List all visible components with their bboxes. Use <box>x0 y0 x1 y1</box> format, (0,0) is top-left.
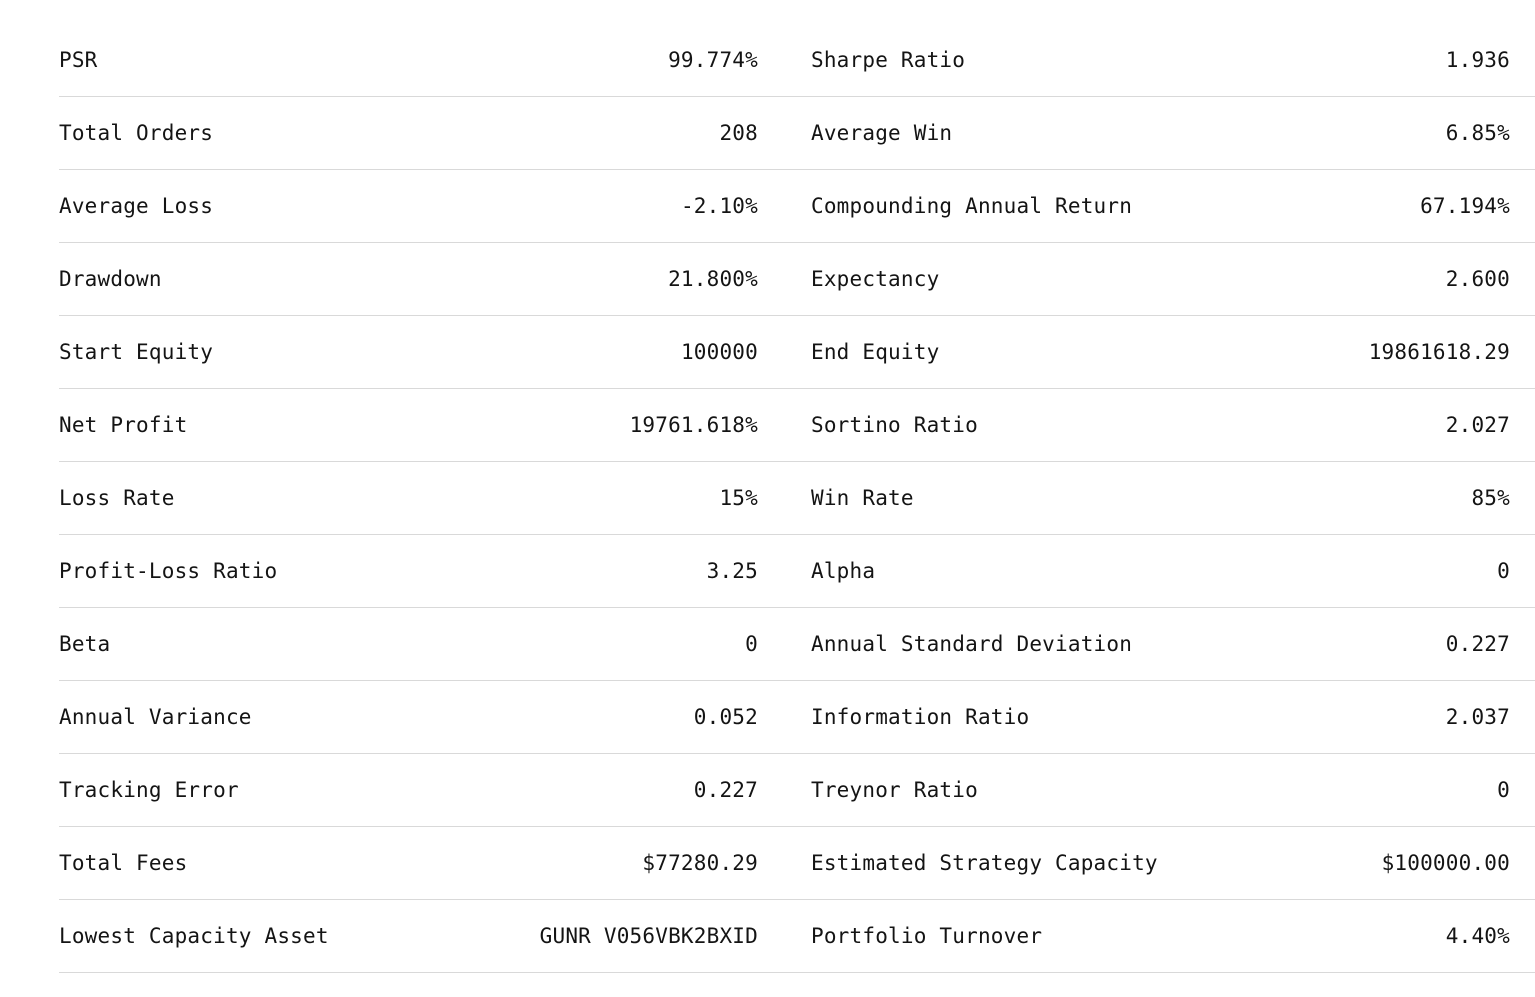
stat-label: Drawdown <box>59 267 162 291</box>
stat-lowest-capacity-asset <box>59 900 758 972</box>
stat-label: Sortino Ratio <box>811 413 978 437</box>
stat-value: $77280.29 <box>642 851 758 875</box>
stat-label: Information Ratio <box>811 705 1030 729</box>
stat-label: Alpha <box>811 559 876 583</box>
stat-expectancy <box>811 243 1510 315</box>
stat-value: 1.936 <box>1445 48 1510 72</box>
stat-label: Start Equity <box>59 340 214 364</box>
stat-value: 0 <box>745 632 758 656</box>
stat-value: 0 <box>1497 559 1510 583</box>
stat-label: PSR <box>59 48 98 72</box>
stat-value: 2.037 <box>1445 705 1510 729</box>
stat-label: Profit-Loss Ratio <box>59 559 278 583</box>
stat-profit-loss-ratio <box>59 535 758 607</box>
stat-value: -2.10% <box>680 194 758 218</box>
stat-label: Sharpe Ratio <box>811 48 966 72</box>
stat-value: 0.227 <box>1445 632 1510 656</box>
stat-net-profit <box>59 389 758 461</box>
stat-value: 6.85% <box>1445 121 1510 145</box>
stat-row-average-loss <box>59 170 1535 243</box>
stat-label: Total Orders <box>59 121 214 145</box>
stat-value: 2.600 <box>1445 267 1510 291</box>
stat-total-orders <box>59 97 758 169</box>
stat-label: Loss Rate <box>59 486 175 510</box>
stat-alpha <box>811 535 1510 607</box>
stat-average-loss <box>59 170 758 242</box>
stat-label: End Equity <box>811 340 940 364</box>
stat-label: Compounding Annual Return <box>811 194 1133 218</box>
stat-value: 99.774% <box>668 48 758 72</box>
stat-value: 0.052 <box>693 705 758 729</box>
stat-total-fees <box>59 827 758 899</box>
stat-drawdown <box>59 243 758 315</box>
stat-value: 85% <box>1471 486 1510 510</box>
stat-row-net-profit <box>59 389 1535 462</box>
stat-value: 0 <box>1497 778 1510 802</box>
stat-information-ratio <box>811 681 1510 753</box>
stat-estimated-strategy-capacity <box>811 827 1510 899</box>
stat-value: 208 <box>719 121 758 145</box>
stat-label: Average Win <box>811 121 953 145</box>
stat-value: 4.40% <box>1445 924 1510 948</box>
stat-label: Beta <box>59 632 111 656</box>
stat-annual-variance <box>59 681 758 753</box>
stat-value: GUNR V056VBK2BXID <box>539 924 758 948</box>
stat-psr <box>59 24 758 96</box>
stat-label: Estimated Strategy Capacity <box>811 851 1158 875</box>
stat-label: Net Profit <box>59 413 188 437</box>
stat-value: 2.027 <box>1445 413 1510 437</box>
stat-label: Tracking Error <box>59 778 239 802</box>
stat-row-total-fees <box>59 827 1535 900</box>
stat-loss-rate <box>59 462 758 534</box>
stat-row-start-equity <box>59 316 1535 389</box>
stat-value: 15% <box>719 486 758 510</box>
statistics-table <box>59 24 1535 973</box>
stat-value: 21.800% <box>668 267 758 291</box>
stat-row-psr <box>59 24 1535 97</box>
stat-row-beta <box>59 608 1535 681</box>
stat-value: 3.25 <box>706 559 758 583</box>
stat-label: Win Rate <box>811 486 914 510</box>
stat-win-rate <box>811 462 1510 534</box>
stat-sharpe-ratio <box>811 24 1510 96</box>
stat-tracking-error <box>59 754 758 826</box>
stat-label: Expectancy <box>811 267 940 291</box>
stat-sortino-ratio <box>811 389 1510 461</box>
stat-label: Average Loss <box>59 194 214 218</box>
stat-label: Annual Standard Deviation <box>811 632 1133 656</box>
stat-row-loss-rate <box>59 462 1535 535</box>
stat-label: Annual Variance <box>59 705 252 729</box>
stat-end-equity <box>811 316 1510 388</box>
stat-value: 100000 <box>680 340 758 364</box>
stat-beta <box>59 608 758 680</box>
stat-label: Total Fees <box>59 851 188 875</box>
stat-label: Lowest Capacity Asset <box>59 924 329 948</box>
stat-row-lowest-capacity-asset <box>59 900 1535 973</box>
stat-row-profit-loss-ratio <box>59 535 1535 608</box>
stat-row-annual-variance <box>59 681 1535 754</box>
stat-treynor-ratio <box>811 754 1510 826</box>
stat-row-total-orders <box>59 97 1535 170</box>
stat-portfolio-turnover <box>811 900 1510 972</box>
stat-row-drawdown <box>59 243 1535 316</box>
stat-start-equity <box>59 316 758 388</box>
stat-value: 0.227 <box>693 778 758 802</box>
stat-value: 19861618.29 <box>1368 340 1510 364</box>
stat-value: 67.194% <box>1420 194 1510 218</box>
stat-label: Treynor Ratio <box>811 778 978 802</box>
stat-annual-standard-deviation <box>811 608 1510 680</box>
stat-average-win <box>811 97 1510 169</box>
stat-label: Portfolio Turnover <box>811 924 1043 948</box>
stat-value: 19761.618% <box>629 413 758 437</box>
stat-row-tracking-error <box>59 754 1535 827</box>
stat-compounding-annual-return <box>811 170 1510 242</box>
stat-value: $100000.00 <box>1381 851 1510 875</box>
